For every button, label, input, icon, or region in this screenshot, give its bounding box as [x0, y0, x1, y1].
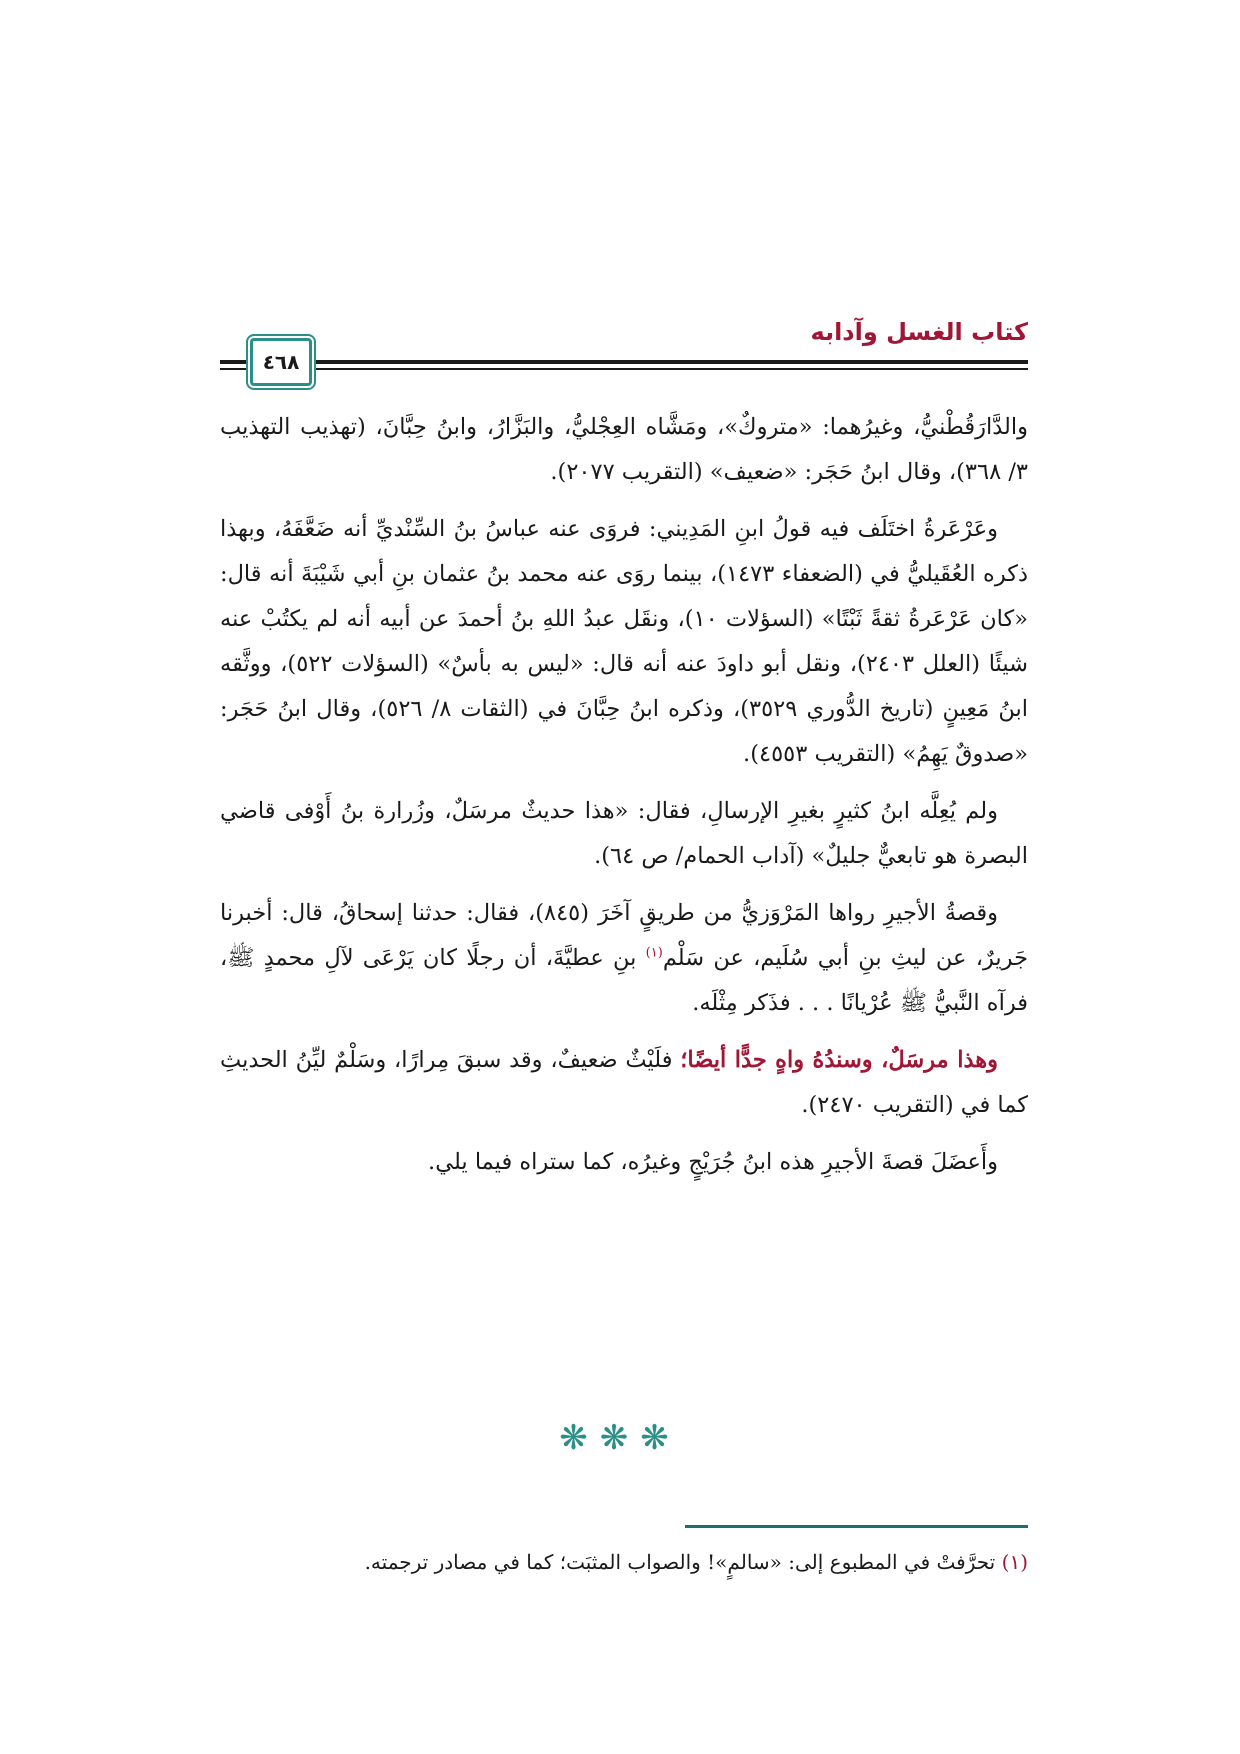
footnote — [220, 1545, 1028, 1579]
paragraph-5 — [220, 1038, 1028, 1128]
flower-ornament-icon: ❋ — [599, 1418, 641, 1458]
paragraph-1: والدَّارَقُطْنيُّ، وغيرُهما: «متروكٌ»، ومَشَّاه العِجْليُّ، والبَزَّارُ، وابنُ حِبَّانَ، (تهذيب التهذيب ٣/ ٣٦٨)، وقال ابنُ حَجَر: «ضعيف» (التقريب ٢٠٧٧). — [220, 414, 1028, 485]
paragraph-5-text: فلَيْثٌ ضعيفٌ، وقد سبقَ مِرارًا، وسَلْمٌ ليِّنُ الحديثِ كما في (التقريب ٢٤٧٠). — [220, 1047, 1028, 1118]
book-title: كتاب الغسل وآدابه — [810, 318, 1028, 346]
footnote-text: تحرَّفتْ في المطبوع إلى: «سالمٍ»! والصواب المثبَت؛ كما في مصادر ترجمته. — [364, 1550, 996, 1574]
footnote-separator — [685, 1525, 1028, 1528]
header-rule-thin — [220, 368, 1028, 370]
page-number: ٤٦٨ — [262, 350, 300, 374]
page-header — [220, 318, 1028, 388]
paragraph-4-text-b: بنِ عطيَّةَ، أن رجلًا كان يَرْعَى لآلِ محمدٍ ﷺ، فرآه النَّبيُّ ﷺ عُرْيانًا . . . فذَكر مِثْلَه. — [220, 945, 1028, 1016]
paragraph-3: ولم يُعِلَّه ابنُ كثيرٍ بغيرِ الإرسالِ، فقال: «هذا حديثٌ مرسَلٌ، وزُرارة بنُ أَوْفى قاضي البصرة هو تابعيٌّ جليلٌ» (آداب الحمام/ ص ٦٤). — [220, 798, 1028, 869]
paragraph-6: وأَعضَلَ قصةَ الأجيرِ هذه ابنُ جُرَيْجٍ وغيرُه، كما ستراه فيما يلي. — [428, 1149, 998, 1175]
paragraph-4 — [220, 891, 1028, 1026]
flower-ornament-icon: ❋ — [559, 1418, 600, 1458]
page-number-badge — [250, 338, 312, 386]
footnote-number: (١) — [1001, 1550, 1028, 1574]
body-text — [220, 405, 1028, 1197]
footnote-reference[interactable]: (١) — [645, 945, 663, 961]
header-rule-thick — [220, 360, 1028, 364]
section-divider-ornaments — [0, 1418, 1240, 1458]
paragraph-4-text-a: وقصةُ الأجيرِ رواها المَرْوَزيُّ من طريقٍ آخَرَ (٨٤٥)، فقال: حدثنا إسحاقُ، قال: أخبرنا جَريرٌ، عن ليثِ بنِ أبي سُلَيم، عن سَلْم — [220, 900, 1028, 971]
paragraph-5-highlight: وهذا مرسَلٌ، وسندُهُ واهٍ جدًّا أيضًا؛ — [680, 1047, 998, 1073]
paragraph-2: وعَرْعَرةُ اختَلَف فيه قولُ ابنِ المَدِيني: فروَى عنه عباسُ بنُ السِّنْديِّ أنه ضَعَّفَهُ، وبهذا ذكره العُقَيليُّ في (الضعفاء ١٤٧٣)، بينما روَى عنه محمد بنُ عثمان بنِ أبي شَيْبَةَ أنه قال: «كان عَرْعَرةُ ثقةً ثَبْتًا» (السؤلات ١٠)، ونقَل عبدُ اللهِ بنُ أحمدَ عن أبيه أنه لم يكتُبْ عنه شيئًا (العلل ٢٤٠٣)، ونقل أبو داودَ عنه أنه قال: «ليس به بأسٌ» (السؤلات ٥٢٢)، ووثَّقه ابنُ مَعِينٍ (تاريخ الدُّوري ٣٥٢٩)، وذكره ابنُ حِبَّانَ في (الثقات ٨/ ٥٢٦)، وقال ابنُ حَجَر: «صدوقٌ يَهِمُ» (التقريب ٤٥٥٣). — [220, 516, 1029, 767]
flower-ornament-icon: ❋ — [640, 1418, 681, 1458]
